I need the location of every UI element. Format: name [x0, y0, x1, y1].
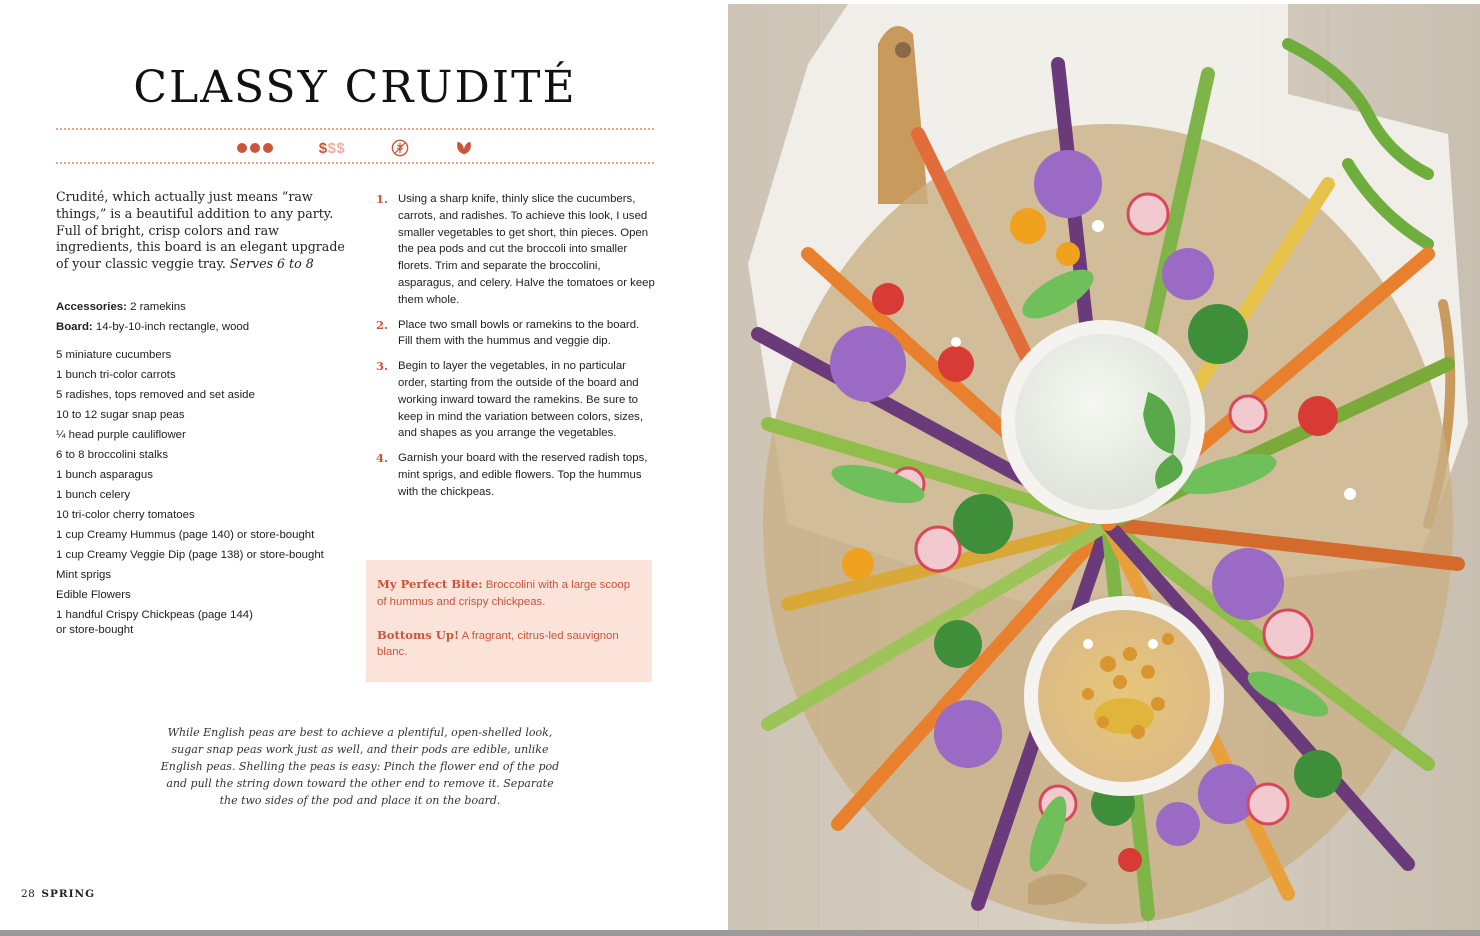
- perfect-bite: [377, 576, 640, 611]
- left-page: [0, 0, 728, 930]
- page-number: 28: [21, 888, 36, 900]
- handwritten-tip: While English peas are best to achieve a plentiful, open-shelled look, sugar snap peas work just as well, and their pods are edible, unlike English peas. Shelling the peas is easy: Pinch the flower end of the pod and pull the string down toward the other end to remove it. Separate the two sides of the pod and place it on the board.: [160, 726, 560, 807]
- vegetarian-leaf-icon: [455, 140, 473, 156]
- ingredient-item: 5 miniature cucumbers: [56, 349, 172, 361]
- accessories-value: 2 ramekins: [130, 301, 186, 313]
- accessories-label: Accessories:: [56, 301, 127, 313]
- ingredient-item: 10 to 12 sugar snap peas: [56, 409, 185, 421]
- accessories-line: [56, 297, 356, 317]
- bottoms-up-text: A fragrant, citrus-led sauvignon blanc.: [377, 629, 619, 659]
- ingredient-item: Edible Flowers: [56, 589, 131, 601]
- difficulty-dots-icon: [237, 143, 273, 153]
- step-item: [376, 317, 656, 351]
- page-bottom-edge: [0, 930, 1480, 936]
- price-level: [319, 140, 346, 157]
- gluten-free-icon: [391, 139, 409, 157]
- step-item: [376, 191, 656, 309]
- bottom-dotted-rule: [56, 162, 654, 164]
- step-text: Begin to layer the vegetables, in no particular order, starting from the outside of the board and working inward toward the ramekins. Be sure to keep in mind the variation between colors, sizes, and shapes as you arrange the vegetables.: [398, 360, 644, 440]
- step-item: [376, 450, 656, 500]
- perfect-bite-label: My Perfect Bite:: [377, 577, 483, 591]
- intro-text: Crudité, which actually just means “raw things,” is a beautiful addition to any party. Full of bright, crisp colors and raw ingredients, this board is an elegant upgrade of your classic veggie tray.: [56, 189, 345, 272]
- perfect-bite-text: Broccolini with a large scoop of hummus and crispy chickpeas.: [377, 579, 631, 608]
- board-label: Board:: [56, 321, 93, 333]
- section-name: SPRING: [41, 888, 96, 900]
- step-item: [376, 358, 656, 442]
- step-number: 3.: [376, 359, 389, 374]
- serves-text: Serves 6 to 8: [229, 256, 314, 272]
- equipment: [56, 297, 356, 337]
- ingredient-item: Mint sprigs: [56, 569, 112, 581]
- step-text: Place two small bowls or ramekins to the board. Fill them with the hummus and veggie dip.: [398, 318, 640, 348]
- step-number: 2.: [376, 317, 389, 332]
- recipe-intro: [56, 189, 348, 273]
- recipe-title: CLASSY CRUDITÉ: [133, 62, 577, 113]
- page-folio: [21, 888, 95, 900]
- board-line: [56, 317, 356, 337]
- ingredient-item: 1 handful Crispy Chickpeas (page 144) or store-bought: [56, 609, 253, 636]
- price-dim: $$: [327, 139, 346, 157]
- bottoms-up-label: Bottoms Up!: [377, 627, 460, 642]
- ingredient-item: 5 radishes, tops removed and set aside: [56, 389, 255, 401]
- tips-callout: [366, 560, 652, 682]
- ingredient-item: 1 bunch celery: [56, 489, 131, 501]
- board-value: 14-by-10-inch rectangle, wood: [95, 321, 250, 333]
- step-number: 1.: [376, 192, 389, 206]
- step-number: 4.: [376, 451, 389, 466]
- step-text: Garnish your board with the reserved radish tops, mint sprigs, and edible flowers. Top the hummus with the chickpeas.: [398, 452, 648, 498]
- crudite-photo: [728, 4, 1480, 930]
- ingredient-item: 1 bunch asparagus: [56, 469, 153, 481]
- method-steps: [376, 191, 656, 509]
- recipe-attributes: [56, 137, 654, 159]
- top-dotted-rule: [56, 128, 654, 130]
- ingredient-list: [56, 345, 356, 637]
- ingredient-item: 1 cup Creamy Veggie Dip (page 138) or store-bought: [56, 549, 324, 561]
- bottoms-up: [377, 627, 640, 662]
- price-filled: $: [318, 139, 328, 157]
- ingredient-item: 1 bunch tri-color carrots: [56, 369, 176, 381]
- ingredient-item: 1 cup Creamy Hummus (page 140) or store-bought: [56, 529, 315, 541]
- vegetable-board-image: [728, 4, 1480, 930]
- step-text: Using a sharp knife, thinly slice the cucumbers, carrots, and radishes. To achieve this look, I used smaller vegetables to get short, thin pieces. Open the pea pods and cut the broccoli into smaller florets. Trim and separate the broccolini, asparagus, and celery. Halve the tomatoes or keep them whole.: [398, 193, 655, 306]
- ingredient-item: 10 tri-color cherry tomatoes: [56, 509, 195, 521]
- ingredient-item: 6 to 8 broccolini stalks: [56, 449, 169, 461]
- ingredient-item: ¼ head purple cauliflower: [56, 429, 186, 441]
